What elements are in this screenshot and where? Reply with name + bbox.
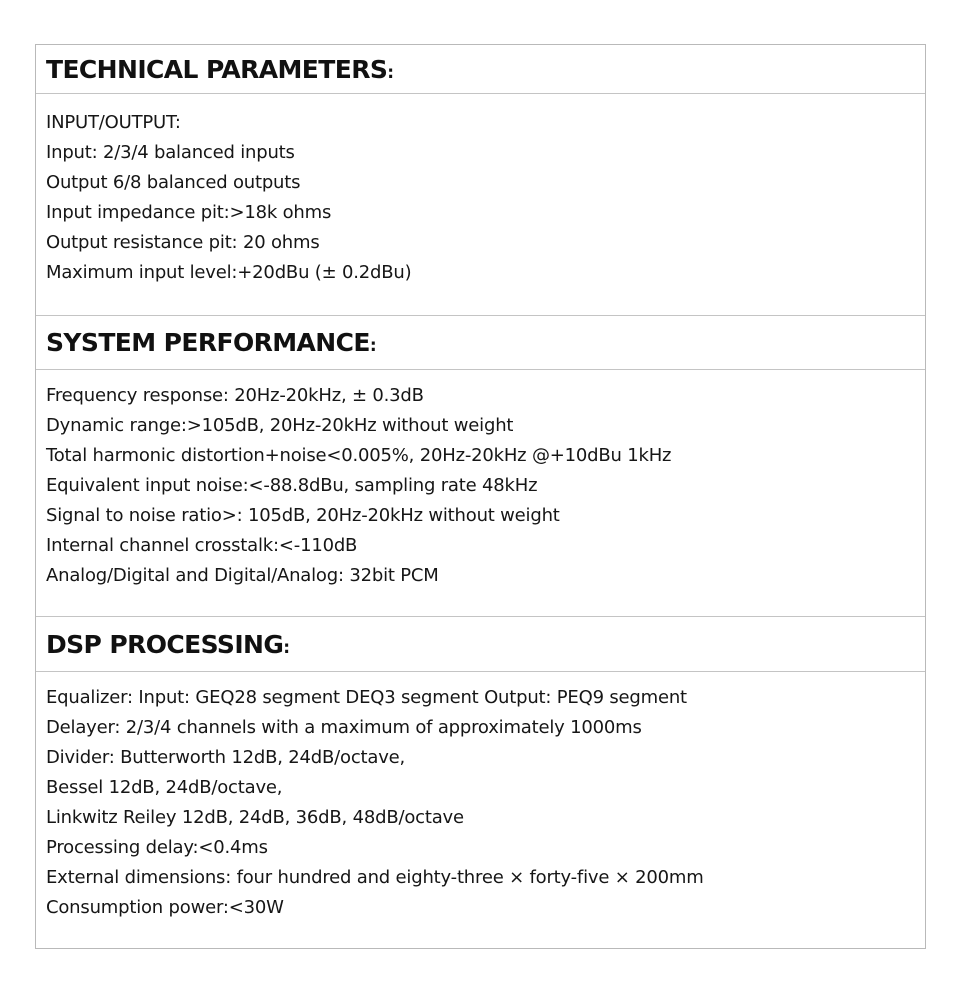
spec-line: Processing delay:<0.4ms	[46, 837, 268, 858]
section-title	[46, 55, 393, 84]
section-title	[46, 328, 376, 357]
section-title-colon: :	[369, 336, 377, 356]
spec-line: Total harmonic distortion+noise<0.005%, 20Hz-20kHz @+10dBu 1kHz	[46, 445, 672, 466]
spec-line: Linkwitz Reiley 12dB, 24dB, 36dB, 48dB/octave	[46, 807, 464, 828]
spec-line: Output resistance pit: 20 ohms	[46, 232, 320, 253]
spec-line: Equivalent input noise:<-88.8dBu, sampling rate 48kHz	[46, 475, 538, 496]
spec-line: Delayer: 2/3/4 channels with a maximum of approximately 1000ms	[46, 717, 642, 738]
spec-line: Divider: Butterworth 12dB, 24dB/octave,	[46, 747, 406, 768]
spec-line: Dynamic range:>105dB, 20Hz-20kHz without weight	[46, 415, 514, 436]
spec-line: Consumption power:<30W	[46, 897, 284, 918]
spec-line: Signal to noise ratio>: 105dB, 20Hz-20kHz without weight	[46, 505, 560, 526]
section-header-system-performance	[36, 316, 925, 370]
section-header-technical-parameters	[36, 45, 925, 94]
spec-line: Analog/Digital and Digital/Analog: 32bit PCM	[46, 565, 439, 586]
section-title-text: DSP PROCESSING	[46, 629, 284, 659]
spec-line: Internal channel crosstalk:<-110dB	[46, 535, 358, 556]
spec-line: Maximum input level:+20dBu (± 0.2dBu)	[46, 262, 412, 283]
section-title	[46, 630, 289, 659]
section-title-text: TECHNICAL PARAMETERS	[46, 54, 388, 84]
spec-line: Input: 2/3/4 balanced inputs	[46, 142, 295, 163]
spec-line: External dimensions: four hundred and eighty-three × forty-five × 200mm	[46, 867, 704, 888]
spec-line: Frequency response: 20Hz-20kHz, ± 0.3dB	[46, 385, 424, 406]
section-header-dsp-processing	[36, 617, 925, 672]
spec-line: Equalizer: Input: GEQ28 segment DEQ3 segment Output: PEQ9 segment	[46, 687, 687, 708]
spec-table	[35, 44, 926, 949]
section-title-text: SYSTEM PERFORMANCE	[46, 328, 370, 357]
section-title-colon: :	[283, 637, 290, 658]
spec-line: INPUT/OUTPUT:	[46, 112, 181, 133]
spec-line: Bessel 12dB, 24dB/octave,	[46, 777, 283, 798]
section-body-system-performance	[36, 370, 925, 617]
section-body-dsp-processing	[36, 672, 925, 948]
section-body-technical-parameters	[36, 94, 925, 316]
spec-line: Input impedance pit:>18k ohms	[46, 202, 332, 223]
section-title-colon: :	[387, 62, 394, 83]
spec-line: Output 6/8 balanced outputs	[46, 172, 301, 193]
